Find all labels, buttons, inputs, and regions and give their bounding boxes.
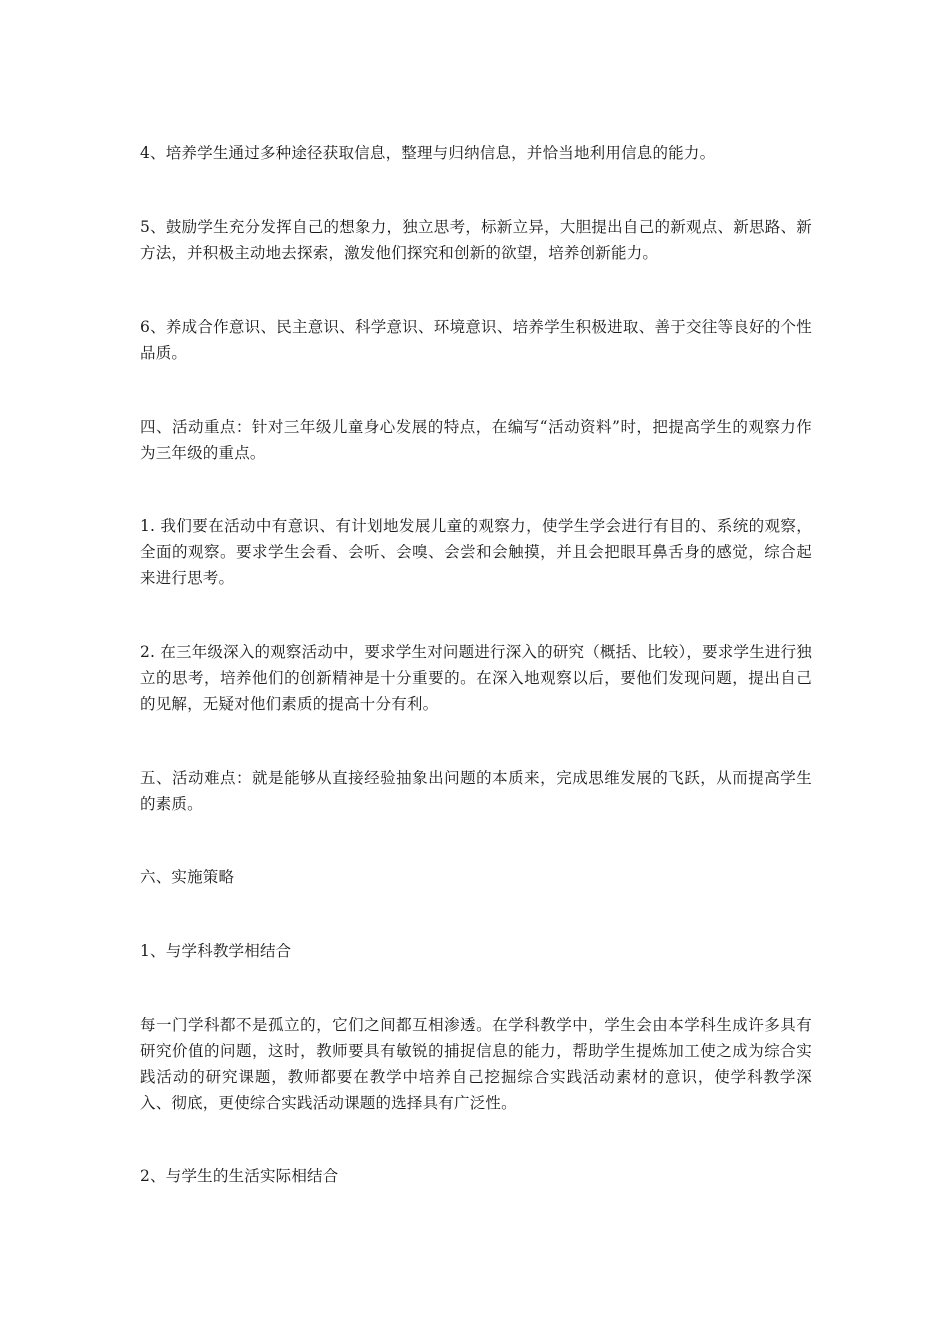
subheading-strategy-1: 1、与学科教学相结合 [140,942,292,960]
paragraph-strategy-1-body: 每一门学科都不是孤立的，它们之间都互相渗透。在学科教学中，学生会由本学科生成许多具有研究价值的问题，这时，教师要具有敏锐的捕捉信息的能力，帮助学生提炼加工使之成为综合实践活动的研究课题，教师都要在教学中培养自己挖掘综合实践活动素材的意识，使学科教学深入、彻底，更使综合实践活动课题的选择具有广泛性。 [140,1016,812,1112]
paragraph-goal-4: 4、培养学生通过多种途径获取信息，整理与归纳信息，并恰当地利用信息的能力。 [140,144,716,162]
paragraph-focus-item-2: 2. 在三年级深入的观察活动中，要求学生对问题进行深入的研究（概括、比较），要求学生进行独立的思考，培养他们的创新精神是十分重要的。在深入地观察以后，要他们发现问题，提出自己的见解，无疑对他们素质的提高十分有利。 [140,643,812,713]
subheading-strategy-2: 2、与学生的生活实际相结合 [140,1167,339,1185]
paragraph-goal-5: 5、鼓励学生充分发挥自己的想象力，独立思考，标新立异，大胆提出自己的新观点、新思路、新方法，并积极主动地去探索，激发他们探究和创新的欲望，培养创新能力。 [140,218,812,262]
section-heading-strategy: 六、实施策略 [140,868,235,886]
paragraph-activity-focus: 四、活动重点：针对三年级儿童身心发展的特点，在编写“活动资料”时，把提高学生的观察力作为三年级的重点。 [140,418,812,462]
paragraph-activity-difficulty: 五、活动难点：就是能够从直接经验抽象出问题的本质来，完成思维发展的飞跃，从而提高学生的素质。 [140,769,812,813]
paragraph-goal-6: 6、养成合作意识、民主意识、科学意识、环境意识、培养学生积极进取、善于交往等良好的个性品质。 [140,318,812,362]
paragraph-focus-item-1: 1. 我们要在活动中有意识、有计划地发展儿童的观察力，使学生学会进行有目的、系统的观察，全面的观察。要求学生会看、会听、会嗅、会尝和会触摸，并且会把眼耳鼻舌身的感觉，综合起来进行思考。 [140,517,812,587]
